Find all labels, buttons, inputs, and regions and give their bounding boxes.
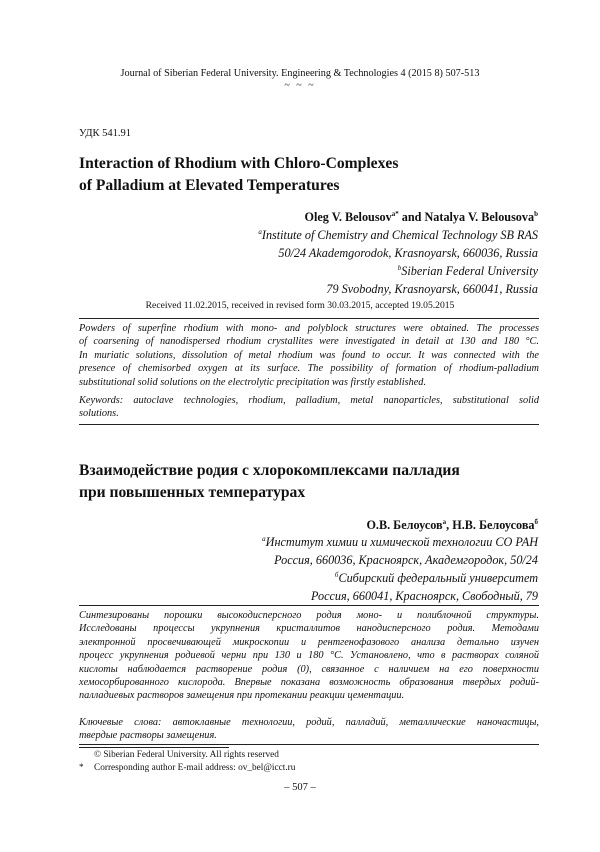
affil-mark: b xyxy=(397,263,402,272)
author-separator: and xyxy=(398,210,425,224)
author-name: О.В. Белоусов xyxy=(366,518,443,532)
english-keywords xyxy=(79,394,539,421)
footnote-rule xyxy=(79,747,229,748)
author-name: Oleg V. Belousov xyxy=(304,210,392,224)
journal-header: Journal of Siberian Federal University. Engineering & Technologies 4 (2015 8) 507-513 xyxy=(120,68,480,79)
affiliation-line: 50/24 Akademgorodok, Krasnoyarsk, 660036, Russia xyxy=(278,246,538,260)
affiliation-line xyxy=(258,226,538,244)
russian-title-line: при повышенных температурах xyxy=(79,484,306,501)
affiliation-text: Сибирский федеральный университет xyxy=(338,571,538,585)
keywords-line: Keywords: autoclave technologies, rhodium, palladium, metal nanoparticles, substitutional solid xyxy=(79,395,539,406)
author-affil-mark: b xyxy=(534,209,538,218)
author-name: Н.В. Белоусова xyxy=(452,518,535,532)
abstract-line: of coarsening of nanodispersed rhodium crystallites were investigated in detail at 130 and 180 °С. xyxy=(79,336,539,348)
english-affiliations xyxy=(258,226,538,298)
russian-affiliations xyxy=(262,533,538,605)
keywords-line: Ключевые слова: автоклавные технологии, родий, палладий, металлические наночастицы, xyxy=(79,717,539,728)
english-title xyxy=(79,153,398,197)
affiliation-line xyxy=(258,262,538,280)
abstract-line: Исследованы процессы укрупнения кристаллитов нанодисперсного родия. Методами xyxy=(79,623,539,635)
author-affil-mark: a* xyxy=(391,209,399,218)
abstract-line: кислоты наблюдается растворение родия (0), связанное с наличием на его поверхности xyxy=(79,663,539,675)
abstract-line: In muriatic solutions, dissolution of metal rhodium was found to occur. It was connected with the xyxy=(79,349,539,361)
received-dates: Received 11.02.2015, received in revised form 30.03.2015, accepted 19.05.2015 xyxy=(145,300,455,311)
affil-mark: б xyxy=(334,570,339,579)
corresponding-note xyxy=(79,762,295,775)
affiliation-line xyxy=(262,569,538,587)
abstract-top-rule xyxy=(79,318,539,319)
author-affil-mark: б xyxy=(534,517,538,526)
author-separator: , xyxy=(446,518,453,532)
affil-mark: a xyxy=(258,227,262,236)
russian-authors xyxy=(366,518,538,533)
affiliation-text: Институт химии и химической технологии СО РАН xyxy=(265,535,538,549)
author-affil-mark: а xyxy=(442,517,447,526)
affiliation-line: 79 Svobodny, Krasnoyarsk, 660041, Russia xyxy=(326,282,538,296)
copyright-note: © Siberian Federal University. All rights reserved xyxy=(94,750,279,760)
abstract-top-rule xyxy=(79,605,539,606)
corresponding-text: Corresponding author E-mail address: ov_bel@icct.ru xyxy=(94,763,296,773)
abstract-line: substitutional solid solutions on the electrolytic precipitation was firstly established. xyxy=(79,376,427,388)
page-number: – 507 – xyxy=(284,782,316,793)
english-abstract xyxy=(79,322,539,389)
abstract-line: Powders of superfine rhodium with mono- and polyblock structures were obtained. The processes xyxy=(79,323,539,334)
affiliation-text: Institute of Chemistry and Chemical Technology SB RAS xyxy=(261,228,538,242)
abstract-bottom-rule xyxy=(79,744,539,745)
russian-title xyxy=(79,460,460,504)
udk-code: УДК 541.91 xyxy=(79,128,132,139)
abstract-line: палладиевых растворов замещения при протекании реакции цементации. xyxy=(79,690,405,702)
abstract-bottom-rule xyxy=(79,424,539,425)
keywords-line: solutions. xyxy=(79,408,119,420)
affiliation-line: Россия, 660041, Красноярск, Свободный, 79 xyxy=(311,589,538,603)
abstract-line: хемосорбированного кислорода. Впервые показана возможность образования твердых родий- xyxy=(79,677,539,689)
author-name: Natalya V. Belousova xyxy=(424,210,535,224)
russian-title-line: Взаимодействие родия с хлорокомплексами палладия xyxy=(79,462,460,479)
abstract-line: Синтезированы порошки высокодисперсного родия моно- и полиблочной структуры. xyxy=(79,610,539,621)
abstract-line: электронной просвечивающей микроскопии и рентгенофазового анализа детально изучен xyxy=(79,636,539,648)
keywords-line: твердые растворы замещения. xyxy=(79,730,217,742)
english-title-line: of Palladium at Elevated Temperatures xyxy=(79,177,340,194)
english-authors xyxy=(305,210,539,225)
header-ornament: ~ ~ ~ xyxy=(284,80,316,91)
english-title-line: Interaction of Rhodium with Chloro-Complexes xyxy=(79,155,399,172)
russian-keywords xyxy=(79,716,539,743)
affiliation-text: Siberian Federal University xyxy=(401,264,538,278)
abstract-line: presence of chemisorbed oxygen at its surface. The possibility of formation of rhodium-palladium xyxy=(79,363,539,375)
affil-mark: а xyxy=(262,534,266,543)
affiliation-line: Россия, 660036, Красноярск, Академгородок, 50/24 xyxy=(274,553,538,567)
russian-abstract xyxy=(79,609,539,703)
footnote-star: * xyxy=(79,763,84,773)
affiliation-line xyxy=(262,533,538,551)
abstract-line: процесс укрупнения родиевой черни при 130 и 180 °С. Установлено, что в растворах соляной xyxy=(79,650,539,662)
